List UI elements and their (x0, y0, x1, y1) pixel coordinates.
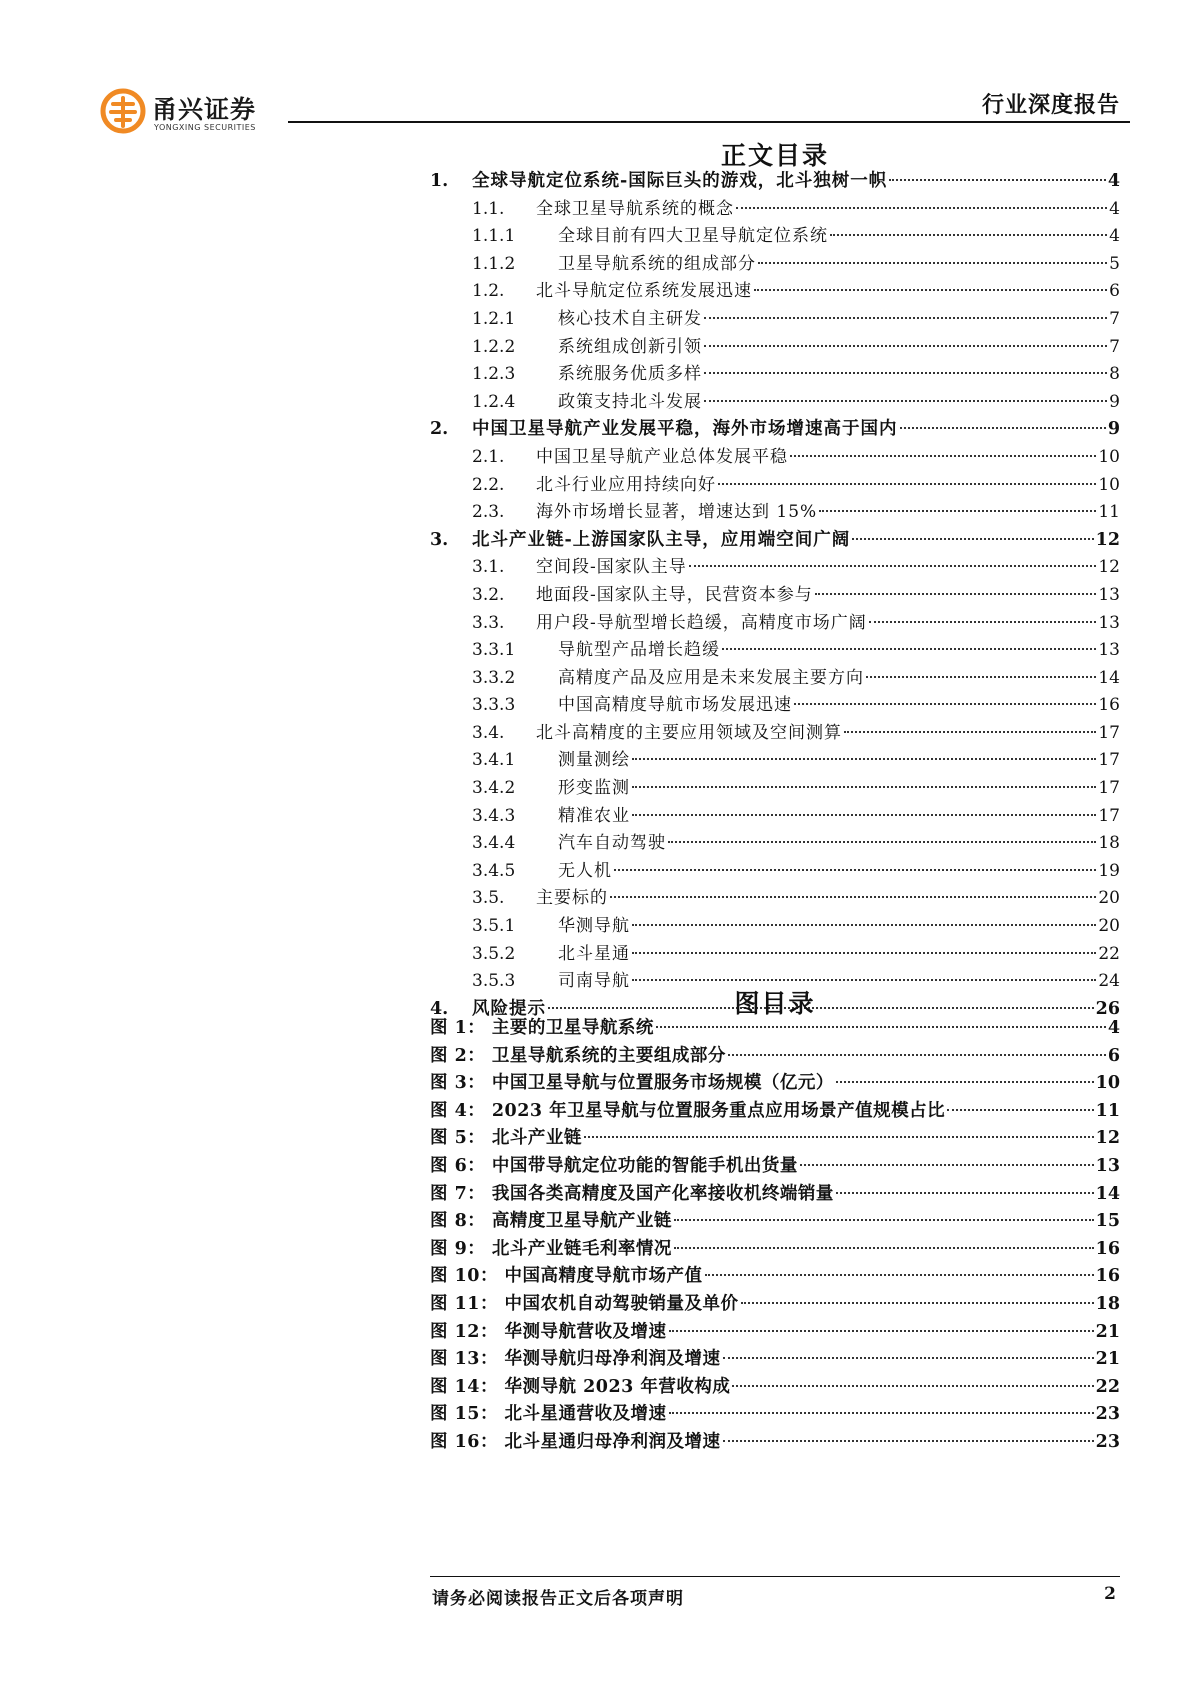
dot-leader (815, 593, 1097, 595)
toc-entry-number: 3.1. (472, 557, 505, 578)
toc-entry-number: 1. (430, 171, 449, 191)
toc-entry-label: 全球导航定位系统-国际巨头的游戏，北斗独树一帜 (472, 171, 888, 191)
toc-entry-page: 4 (1109, 198, 1120, 219)
dot-leader (794, 703, 1096, 705)
toc-entry-number: 3.4.5 (472, 860, 516, 881)
toc-entry-number: 3.5.2 (472, 943, 516, 964)
toc-entry-page: 26 (1095, 998, 1120, 1019)
header-divider (288, 121, 1130, 123)
toc-entry-number: 3.3.3 (472, 695, 516, 716)
toc-entry[interactable] (430, 665, 1120, 693)
yongxing-logo-icon (100, 88, 146, 134)
toc-entry[interactable] (430, 720, 1120, 748)
figure-entry-label: 图 6： 中国带导航定位功能的智能手机出货量 (430, 1155, 798, 1176)
dot-leader (790, 455, 1096, 457)
figure-entry-label: 图 7： 我国各类高精度及国产化率接收机终端销量 (430, 1183, 834, 1204)
toc-entry[interactable] (430, 306, 1120, 334)
toc-entry-number: 1.2.3 (472, 364, 516, 385)
figure-entry-page: 10 (1095, 1073, 1120, 1094)
dot-leader (632, 814, 1096, 816)
toc-entry-label: 导航型产品增长趋缓 (558, 640, 720, 661)
toc-entry-page: 19 (1098, 860, 1120, 881)
dot-leader (632, 979, 1096, 981)
dot-leader (704, 317, 1107, 319)
toc-entry-number: 2. (430, 419, 449, 440)
figure-entry-page: 14 (1095, 1183, 1120, 1204)
toc-entry[interactable] (430, 389, 1120, 417)
dot-leader (668, 841, 1096, 843)
dot-leader (674, 1219, 1094, 1221)
dot-leader (632, 952, 1096, 954)
toc-entry[interactable] (430, 582, 1120, 610)
dot-leader (852, 538, 1093, 540)
toc-entry-number: 2.1. (472, 446, 505, 467)
figure-entry-page: 18 (1095, 1293, 1120, 1314)
dot-leader (836, 1081, 1094, 1083)
figure-entry[interactable] (430, 1125, 1120, 1153)
toc-entry[interactable] (430, 637, 1120, 665)
figure-entry-label: 图 2： 卫星导航系统的主要组成部分 (430, 1045, 726, 1066)
dot-leader (869, 621, 1097, 623)
figure-entry[interactable] (430, 1346, 1120, 1374)
dot-leader (900, 427, 1106, 429)
toc-entry-label: 北斗行业应用持续向好 (536, 474, 716, 495)
dot-leader (722, 648, 1096, 650)
figure-entry[interactable] (430, 1208, 1120, 1236)
dot-leader (947, 1109, 1093, 1111)
figure-entry-label: 图 1： 主要的卫星导航系统 (430, 1018, 654, 1038)
figure-entry-page: 16 (1095, 1238, 1120, 1259)
toc-entry-label: 系统服务优质多样 (558, 364, 702, 385)
dot-leader (718, 483, 1096, 485)
dot-leader (669, 1412, 1094, 1414)
dot-leader (704, 345, 1107, 347)
dot-leader (704, 400, 1107, 402)
figure-entry-page: 15 (1095, 1211, 1120, 1232)
toc-entry[interactable] (430, 803, 1120, 831)
figure-entry[interactable] (430, 1401, 1120, 1429)
toc-entry-label: 空间段-国家队主导 (536, 557, 687, 578)
toc-entry-label: 精准农业 (558, 805, 630, 826)
toc-entry[interactable] (430, 941, 1120, 969)
dot-leader (836, 1192, 1094, 1194)
toc-entry-label: 中国高精度导航市场发展迅速 (558, 695, 792, 716)
toc-entry-page: 10 (1098, 474, 1120, 495)
toc-entry-page: 4 (1109, 226, 1120, 247)
toc-entry-page: 20 (1098, 916, 1120, 937)
toc-entry-number: 1.1.1 (472, 226, 516, 247)
dot-leader (632, 786, 1096, 788)
toc-entry[interactable] (430, 913, 1120, 941)
dot-leader (704, 372, 1107, 374)
dot-leader (705, 1274, 1094, 1276)
figure-entry-label: 图 11： 中国农机自动驾驶销量及单价 (430, 1293, 739, 1314)
figure-entry-page: 23 (1095, 1431, 1120, 1452)
toc-entry-page: 17 (1098, 778, 1120, 799)
dot-leader (819, 510, 1096, 512)
company-logo (100, 88, 300, 138)
toc-entry[interactable] (430, 747, 1120, 775)
toc-entry-label: 用户段-导航型增长趋缓，高精度市场广阔 (536, 612, 867, 633)
toc-entry-label: 风险提示 (472, 998, 546, 1019)
figure-entry-label: 图 10： 中国高精度导航市场产值 (430, 1266, 703, 1287)
toc-entry[interactable] (430, 885, 1120, 913)
toc-entry-number: 3.5. (472, 888, 505, 909)
figure-entry[interactable] (430, 1429, 1120, 1457)
toc-entry-label: 无人机 (558, 860, 612, 881)
toc-entry-page: 11 (1098, 502, 1120, 523)
toc-entry-label: 系统组成创新引领 (558, 336, 702, 357)
page-number: 2 (1104, 1584, 1116, 1604)
toc-entry[interactable] (430, 830, 1120, 858)
toc-entry-label: 全球目前有四大卫星导航定位系统 (558, 226, 828, 247)
dot-leader (844, 731, 1096, 733)
toc-entry[interactable] (430, 196, 1120, 224)
logo-chinese-name: 甬兴证券 (152, 95, 257, 124)
toc-title: 正文目录 (720, 141, 829, 170)
figure-entry-label: 图 9： 北斗产业链毛利率情况 (430, 1238, 672, 1259)
figure-entry-label: 图 3： 中国卫星导航与位置服务市场规模（亿元） (430, 1073, 834, 1094)
toc-entry[interactable] (430, 472, 1120, 500)
toc-entry[interactable] (430, 251, 1120, 279)
toc-entry-label: 地面段-国家队主导，民营资本参与 (536, 584, 813, 605)
toc-entry-page: 13 (1098, 612, 1120, 633)
figure-entry[interactable] (430, 1043, 1120, 1071)
figure-entry[interactable] (430, 1015, 1120, 1043)
toc-entry[interactable] (430, 527, 1120, 555)
toc-entry-page: 7 (1109, 308, 1120, 329)
toc-entry[interactable] (430, 775, 1120, 803)
toc-entry-number: 3.3.2 (472, 667, 516, 688)
dot-leader (614, 869, 1096, 871)
toc-entry[interactable] (430, 361, 1120, 389)
figure-entry[interactable] (430, 1153, 1120, 1181)
toc-entry-page: 6 (1109, 281, 1120, 302)
dot-leader (800, 1164, 1094, 1166)
toc-entry-page: 16 (1098, 695, 1120, 716)
figure-entry[interactable] (430, 1374, 1120, 1402)
toc-entry-number: 3.4.1 (472, 750, 516, 771)
toc-entry-number: 1.2. (472, 281, 505, 302)
figure-entry-page: 12 (1095, 1128, 1120, 1149)
toc-entry-page: 14 (1098, 667, 1120, 688)
toc-entry-number: 3.5.3 (472, 971, 516, 992)
table-of-contents (430, 168, 1120, 1023)
dot-leader (669, 1330, 1094, 1332)
toc-entry-page: 17 (1098, 750, 1120, 771)
toc-entry-number: 3.5.1 (472, 916, 516, 937)
toc-entry-label: 汽车自动驾驶 (558, 833, 666, 854)
dot-leader (610, 896, 1096, 898)
figure-list-title: 图目录 (734, 989, 816, 1018)
toc-entry-page: 7 (1109, 336, 1120, 357)
toc-entry-number: 2.2. (472, 474, 505, 495)
report-type-label: 行业深度报告 (981, 92, 1120, 118)
figure-entry-label: 图 5： 北斗产业链 (430, 1128, 582, 1149)
toc-entry[interactable] (430, 334, 1120, 362)
figure-entry-page: 21 (1095, 1321, 1120, 1342)
toc-entry-number: 3.4.4 (472, 833, 516, 854)
dot-leader (728, 1054, 1106, 1056)
toc-entry-page: 20 (1098, 888, 1120, 909)
toc-entry-label: 卫星导航系统的组成部分 (558, 253, 756, 274)
figure-entry-page: 22 (1095, 1376, 1120, 1397)
toc-entry-page: 5 (1109, 253, 1120, 274)
toc-entry-label: 北斗高精度的主要应用领域及空间测算 (536, 722, 842, 743)
dot-leader (723, 1357, 1094, 1359)
figure-entry-label: 图 14： 华测导航 2023 年营收构成 (430, 1376, 731, 1397)
dot-leader (632, 758, 1096, 760)
dot-leader (866, 676, 1096, 678)
toc-entry-number: 1.2.1 (472, 308, 516, 329)
toc-entry-label: 北斗导航定位系统发展迅速 (536, 281, 752, 302)
toc-entry-number: 3.4.3 (472, 805, 516, 826)
toc-entry-label: 全球卫星导航系统的概念 (536, 198, 734, 219)
toc-entry-number: 1.1. (472, 198, 505, 219)
logo-english-name: YONGXING SECURITIES (154, 123, 256, 132)
toc-entry[interactable] (430, 278, 1120, 306)
toc-entry[interactable] (430, 554, 1120, 582)
figure-entry-page: 6 (1107, 1045, 1120, 1066)
toc-entry[interactable] (430, 223, 1120, 251)
figure-entry-page: 4 (1107, 1018, 1120, 1038)
dot-leader (723, 1440, 1094, 1442)
toc-entry-number: 3.2. (472, 584, 505, 605)
toc-entry-label: 主要标的 (536, 888, 608, 909)
toc-entry-label: 测量测绘 (558, 750, 630, 771)
toc-entry-label: 司南导航 (558, 971, 630, 992)
toc-entry-page: 18 (1098, 833, 1120, 854)
figure-entry-page: 16 (1095, 1266, 1120, 1287)
toc-entry-number: 3. (430, 529, 449, 550)
figure-entry-page: 13 (1095, 1155, 1120, 1176)
toc-entry-page: 17 (1098, 722, 1120, 743)
toc-entry-page: 17 (1098, 805, 1120, 826)
toc-entry-page: 9 (1109, 391, 1120, 412)
figure-entry-page: 11 (1095, 1100, 1120, 1121)
toc-entry-page: 8 (1109, 364, 1120, 385)
toc-entry-label: 中国卫星导航产业总体发展平稳 (536, 446, 788, 467)
dot-leader (736, 207, 1107, 209)
toc-entry-page: 12 (1098, 557, 1120, 578)
toc-entry-label: 形变监测 (558, 778, 630, 799)
list-of-figures (430, 1015, 1120, 1457)
dot-leader (632, 924, 1096, 926)
toc-entry-label: 核心技术自主研发 (558, 308, 702, 329)
figure-entry[interactable] (430, 1291, 1120, 1319)
page-header (0, 0, 1200, 140)
toc-entry[interactable] (430, 499, 1120, 527)
toc-entry-number: 1.2.4 (472, 391, 516, 412)
figure-entry-label: 图 8： 高精度卫星导航产业链 (430, 1211, 672, 1232)
dot-leader (656, 1026, 1106, 1028)
toc-entry-page: 24 (1098, 971, 1120, 992)
figure-entry[interactable] (430, 1263, 1120, 1291)
toc-entry-label: 华测导航 (558, 916, 630, 937)
toc-entry-number: 1.2.2 (472, 336, 516, 357)
figure-entry[interactable] (430, 1181, 1120, 1209)
toc-entry[interactable] (430, 692, 1120, 720)
toc-entry-page: 9 (1107, 419, 1120, 440)
toc-entry-label: 海外市场增长显著，增速达到 15% (536, 502, 818, 523)
dot-leader (732, 1385, 1093, 1387)
dot-leader (741, 1302, 1094, 1304)
toc-entry-number: 2.3. (472, 502, 505, 523)
figure-entry[interactable] (430, 1098, 1120, 1126)
figure-entry[interactable] (430, 1319, 1120, 1347)
figure-entry-page: 23 (1095, 1404, 1120, 1425)
figure-entry-label: 图 4： 2023 年卫星导航与位置服务重点应用场景产值规模占比 (430, 1100, 946, 1121)
dot-leader (754, 289, 1107, 291)
dot-leader (674, 1247, 1094, 1249)
figure-entry-label: 图 12： 华测导航营收及增速 (430, 1321, 667, 1342)
figure-entry-page: 21 (1095, 1349, 1120, 1370)
dot-leader (758, 262, 1107, 264)
toc-entry-number: 3.4. (472, 722, 505, 743)
footer-divider (430, 1576, 1120, 1577)
toc-entry-page: 10 (1098, 446, 1120, 467)
toc-entry-label: 高精度产品及应用是未来发展主要方向 (558, 667, 864, 688)
figure-entry[interactable] (430, 1236, 1120, 1264)
toc-entry-number: 3.4.2 (472, 778, 516, 799)
toc-entry-page: 13 (1098, 640, 1120, 661)
toc-entry-number: 3.3. (472, 612, 505, 633)
toc-entry-number: 1.1.2 (472, 253, 516, 274)
dot-leader (689, 565, 1097, 567)
toc-entry-label: 北斗星通 (558, 943, 630, 964)
figure-entry[interactable] (430, 1070, 1120, 1098)
toc-entry-label: 北斗产业链-上游国家队主导，应用端空间广阔 (472, 529, 851, 550)
dot-leader (584, 1136, 1094, 1138)
figure-entry-label: 图 16： 北斗星通归母净利润及增速 (430, 1431, 721, 1452)
toc-entry-page: 13 (1098, 584, 1120, 605)
toc-entry-number: 4. (430, 998, 449, 1019)
toc-entry-page: 12 (1095, 529, 1120, 550)
disclaimer-note: 请务必阅读报告正文后各项声明 (432, 1589, 684, 1609)
toc-entry-label: 政策支持北斗发展 (558, 391, 702, 412)
toc-entry-page: 22 (1098, 943, 1120, 964)
toc-entry-label: 中国卫星导航产业发展平稳，海外市场增速高于国内 (472, 419, 898, 440)
toc-entry[interactable] (430, 168, 1120, 196)
toc-entry-page: 4 (1107, 171, 1120, 191)
figure-entry-label: 图 13： 华测导航归母净利润及增速 (430, 1349, 721, 1370)
toc-entry[interactable] (430, 416, 1120, 444)
dot-leader (889, 179, 1106, 181)
toc-entry[interactable] (430, 610, 1120, 638)
dot-leader (830, 234, 1107, 236)
toc-entry[interactable] (430, 858, 1120, 886)
toc-entry-number: 3.3.1 (472, 640, 516, 661)
toc-entry[interactable] (430, 444, 1120, 472)
figure-entry-label: 图 15： 北斗星通营收及增速 (430, 1404, 667, 1425)
